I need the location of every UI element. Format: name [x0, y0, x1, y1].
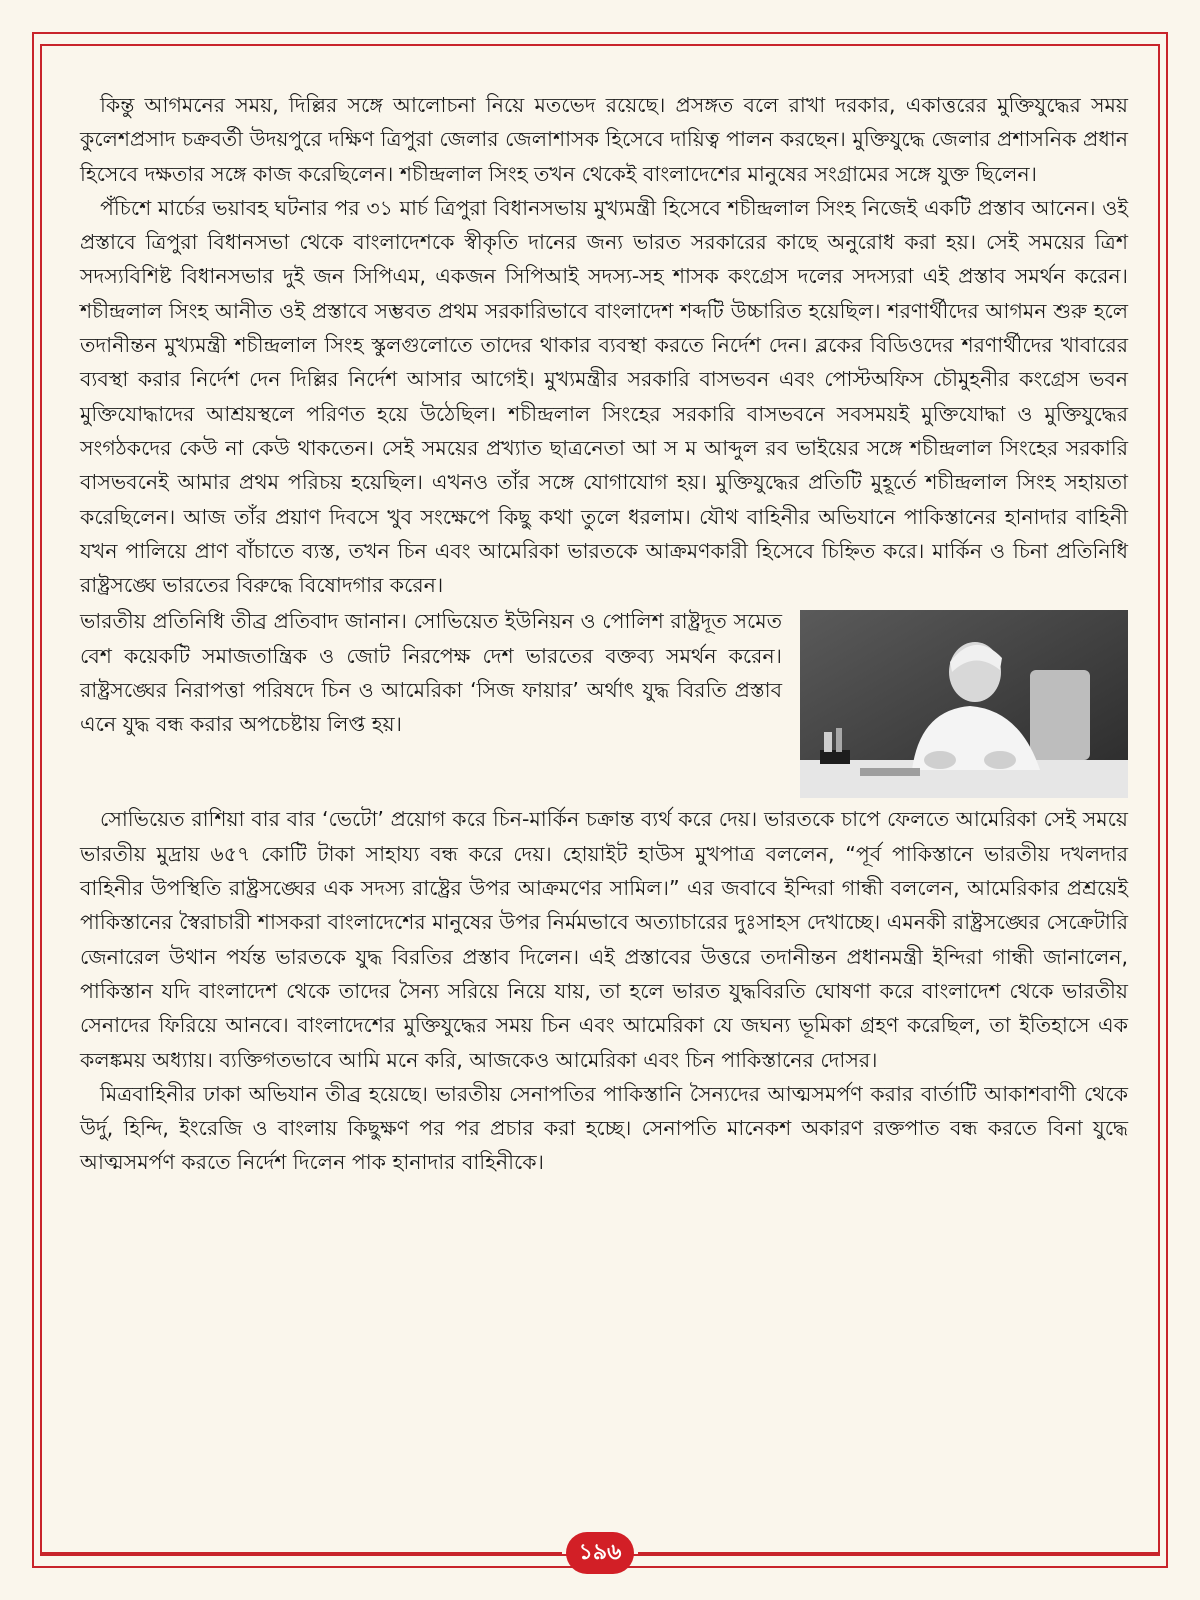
paragraph-1: কিন্তু আগমনের সময়, দিল্লির সঙ্গে আলোচনা নিয়ে মতভেদ রয়েছে। প্রসঙ্গত বলে রাখা দরকার, একাত্তরের মুক্তিযুদ্ধের সময় কুলেশপ্রসাদ চক্রবর্তী উদয়পুরে দক্ষিণ ত্রিপুরা জেলার জেলাশাসক হিসেবে দায়িত্ব পালন করছেন। মুক্তিযুদ্ধে জেলার প্রশাসনিক প্রধান হিসেবে দক্ষতার সঙ্গে কাজ করেছিলেন। শচীন্দ্রলাল সিংহ তখন থেকেই বাংলাদেশের মানুষের সংগ্রামের সঙ্গে যুক্ত ছিলেন। — [80, 93, 1128, 186]
footer-rule-right — [638, 1552, 1160, 1554]
portrait-photo — [800, 610, 1128, 798]
paragraph-3: ভারতীয় প্রতিনিধি তীব্র প্রতিবাদ জানান। সোভিয়েত ইউনিয়ন ও পোলিশ রাষ্ট্রদূত সমেত বেশ কয়েকটি সমাজতান্ত্রিক ও জোট নিরপেক্ষ দেশ ভারতের বক্তব্য সমর্থন করেন। রাষ্ট্রসঙ্ঘের নিরাপত্তা পরিষদে চিন ও আমেরিকা ‘সিজ ফায়ার’ অর্থাৎ যুদ্ধ বিরতি প্রস্তাব এনে যুদ্ধ বন্ধ করার অপচেষ্টায় লিপ্ত হয়। — [80, 609, 782, 737]
paragraph-4: সোভিয়েত রাশিয়া বার বার ‘ভেটো’ প্রয়োগ করে চিন-মার্কিন চক্রান্ত ব্যর্থ করে দেয়। ভারতকে চাপে ফেলতে আমেরিকা সেই সময়ে ভারতীয় মুদ্রায় ৬৫৭ কোটি টাকা সাহায্য বন্ধ করে দেয়। হোয়াইট হাউস মুখপাত্র বললেন, “পূর্ব পাকিস্তানে ভারতীয় দখলদার বাহিনীর উপস্থিতি রাষ্ট্রসঙ্ঘের এক সদস্য রাষ্ট্রের উপর আক্রমণের সামিল।” এর জবাবে ইন্দিরা গান্ধী বললেন, আমেরিকার প্রশ্রয়েই পাকিস্তানের স্বৈরাচারী শাসকরা বাংলাদেশের মানুষের উপর নির্মমভাবে অত্যাচারের দুঃসাহস দেখাচ্ছে। এমনকী রাষ্ট্রসঙ্ঘের সেক্রেটারি জেনারেল উথান পর্যন্ত ভারতকে যুদ্ধ বিরতির প্রস্তাব দিলেন। এই প্রস্তাবের উত্তরে তদানীন্তন প্রধানমন্ত্রী ইন্দিরা গান্ধী জানালেন, পাকিস্তান যদি বাংলাদেশ থেকে তাদের সৈন্য সরিয়ে নিয়ে যায়, তা হলে ভারত যুদ্ধবিরতি ঘোষণা করে বাংলাদেশ থেকে ভারতীয় সেনাদের ফিরিয়ে আনবে। বাংলাদেশের মুক্তিযুদ্ধের সময় চিন এবং আমেরিকা যে জঘন্য ভূমিকা গ্রহণ করেছিল, তা ইতিহাসে এক কলঙ্কময় অধ্যায়। ব্যক্তিগতভাবে আমি মনে করি, আজকেও আমেরিকা এবং চিন পাকিস্তানের দোসর। — [80, 807, 1128, 1072]
page-number-badge: ১৯৬ — [566, 1532, 634, 1574]
paragraph-2: পঁচিশে মার্চের ভয়াবহ ঘটনার পর ৩১ মার্চ ত্রিপুরা বিধানসভায় মুখ্যমন্ত্রী হিসেবে শচীন্দ্রলাল সিংহ নিজেই একটি প্রস্তাব আনেন। ওই প্রস্তাবে ত্রিপুরা বিধানসভা থেকে বাংলাদেশকে স্বীকৃতি দানের জন্য ভারত সরকারের কাছে অনুরোধ করা হয়। সেই সময়ের ত্রিশ সদস্যবিশিষ্ট বিধানসভার দুই জন সিপিএম, একজন সিপিআই সদস্য-সহ শাসক কংগ্রেস দলের সদস্যরা এই প্রস্তাব সমর্থন করেন। শচীন্দ্রলাল সিংহ আনীত ওই প্রস্তাবে সম্ভবত প্রথম সরকারিভাবে বাংলাদেশ শব্দটি উচ্চারিত হয়েছিল। শরণার্থীদের আগমন শুরু হলে তদানীন্তন মুখ্যমন্ত্রী শচীন্দ্রলাল সিংহ স্কুলগুলোতে তাদের থাকার ব্যবস্থা করতে নির্দেশ দেন। ব্লকের বিডিওদের শরণার্থীদের খাবারের ব্যবস্থা করার নির্দেশ দেন দিল্লির নির্দেশ আসার আগেই। মুখ্যমন্ত্রীর সরকারি বাসভবন এবং পোস্টঅফিস চৌমুহনীর কংগ্রেস ভবন মুক্তিযোদ্ধাদের আশ্রয়স্থলে পরিণত হয়ে উঠেছিল। শচীন্দ্রলাল সিংহের সরকারি বাসভবনে সবসময়ই মুক্তিযোদ্ধা ও মুক্তিযুদ্ধের সংগঠকদের কেউ না কেউ থাকতেন। সেই সময়ের প্রখ্যাত ছাত্রনেতা আ স ম আব্দুল রব ভাইয়ের সঙ্গে শচীন্দ্রলাল সিংহের সরকারি বাসভবনেই আমার প্রথম পরিচয় হয়েছিল। এখনও তাঁর সঙ্গে যোগাযোগ হয়। মুক্তিযুদ্ধের প্রতিটি মুহূর্তে শচীন্দ্রলাল সিংহ সহায়তা করেছিলেন। আজ তাঁর প্রয়াণ দিবসে খুব সংক্ষেপে কিছু কথা তুলে ধরলাম। যৌথ বাহিনীর অভিযানে পাকিস্তানের হানাদার বাহিনী যখন পালিয়ে প্রাণ বাঁচাতে ব্যস্ত, তখন চিন এবং আমেরিকা ভারতকে আক্রমণকারী হিসেবে চিহ্নিত করে। মার্কিন ও চিনা প্রতিনিধি রাষ্ট্রসঙ্ঘে ভারতের বিরুদ্ধে বিষোদগার করেন। — [80, 195, 1128, 598]
photo-illustration — [800, 610, 1128, 798]
footer-rule-left — [40, 1552, 562, 1554]
paragraph-5: মিত্রবাহিনীর ঢাকা অভিযান তীব্র হয়েছে। ভারতীয় সেনাপতির পাকিস্তানি সৈন্যদের আত্মসমর্পণ করার বার্তাটি আকাশবাণী থেকে উর্দু, হিন্দি, ইংরেজি ও বাংলায় কিছুক্ষণ পর পর প্রচার করা হচ্ছে। সেনাপতি মানেকশ অকারণ রক্তপাত বন্ধ করতে বিনা যুদ্ধে আত্মসমর্পণ করতে নির্দেশ দিলেন পাক হানাদার বাহিনীকে। — [80, 1081, 1128, 1175]
figure-row — [80, 604, 1128, 798]
article-body — [80, 88, 1128, 1180]
